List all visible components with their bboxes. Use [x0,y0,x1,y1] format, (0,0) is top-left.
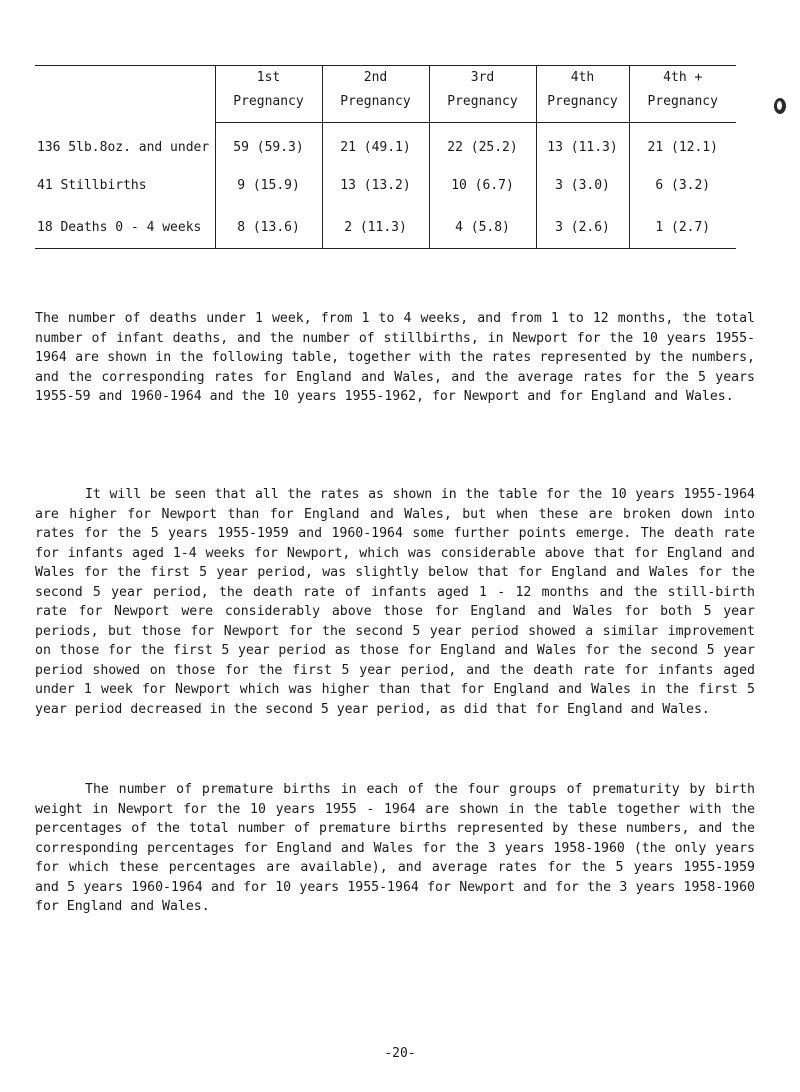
table-cell: 59 (59.3) [215,123,322,165]
table-cell: 21 (12.1) [629,123,736,165]
table-cell: 9 (15.9) [215,165,322,207]
header-cell [536,66,629,123]
header-line: Pregnancy [447,94,518,109]
header-cell [429,66,536,123]
page-number: -20- [384,1046,416,1061]
header-line: Pregnancy [647,94,718,109]
paragraph-infant-deaths: The number of deaths under 1 week, from 1 to 4 weeks, and from 1 to 12 months, the total number of infant deaths, and the number of stillbirths, in Newport for the 10 years 1955-1964 are shown in the following table, together with the rates represented by the numbers, and the corresponding rates for England and Wales, and the average rates for the 5 years 1955-59 and 1960-1964 and the 10 years 1955-1962, for Newport and for England and Wales. [35,311,755,405]
paragraph-premature-births: The number of premature births in each of the four groups of prematurity by birth weight in Newport for the 10 years 1955 - 1964 are shown in the table together with the percentages of the total number of premature births represented by these numbers, and the corresponding percentages for England and Wales for the 3 years 1958-1960 (the only years for which these percentages are available), and average rates for the 5 years 1955-1959 and 5 years 1960-1964 and for 10 years 1955-1964 for Newport and for the 3 years 1958-1960 for England and Wales. [35,782,755,915]
header-line: 4th [570,70,595,85]
header-line: 2nd [363,70,388,85]
table-row [35,207,736,249]
row-label: 18 Deaths 0 - 4 weeks [35,207,215,249]
table-cell: 8 (13.6) [215,207,322,249]
table-cell: 1 (2.7) [629,207,736,249]
table-cell: 13 (13.2) [322,165,429,207]
header-line: Pregnancy [340,94,411,109]
header-line: 3rd [470,70,495,85]
table-cell: 6 (3.2) [629,165,736,207]
header-line: 1st [256,70,281,85]
header-cell [629,66,736,123]
table-cell: 2 (11.3) [322,207,429,249]
table-cell: 22 (25.2) [429,123,536,165]
row-label: 136 5lb.8oz. and under [37,140,210,155]
paragraph-rates-comparison: It will be seen that all the rates as shown in the table for the 10 years 1955-1964 are higher for Newport than for England and Wales, but when these are broken down into rates for the 5 years 1955-1959 and 1960-1964 some further points emerge. The death rate for infants aged 1-4 weeks for Newport, which was considerable above that for England and Wales for the first 5 year period, was slightly below that for England and Wales for the second 5 year period, the death rate of infants aged 1 - 12 months and the still-birth rate for Newport were considerably above those for England and Wales for both 5 year periods, but those for Newport for the second 5 year period showed a similar improvement on those for the first 5 year period as those for England and Wales for the second 5 year period showed on those for the first 5 year period, and the death rate for infants aged under 1 week for Newport which was higher than that for England and Wales in the first 5 year period decreased in the second 5 year period, as did that for England and Wales. [35,487,755,717]
header-line: 4th + [663,70,703,85]
header-cell-blank [35,66,215,123]
table-cell: 3 (3.0) [536,165,629,207]
row-label: 41 Stillbirths [37,178,147,193]
header-cell [215,66,322,123]
table-header-row [35,66,736,123]
table-cell: 3 (2.6) [536,207,629,249]
pregnancy-table [35,65,736,249]
table-row [35,165,736,207]
header-line: Pregnancy [547,94,618,109]
header-line: Pregnancy [233,94,304,109]
table-row [35,123,736,165]
table-cell: 10 (6.7) [429,165,536,207]
table-cell: 21 (49.1) [322,123,429,165]
table-cell: 4 (5.8) [429,207,536,249]
header-cell [322,66,429,123]
table-cell: 13 (11.3) [536,123,629,165]
punch-hole-mark [774,98,786,114]
